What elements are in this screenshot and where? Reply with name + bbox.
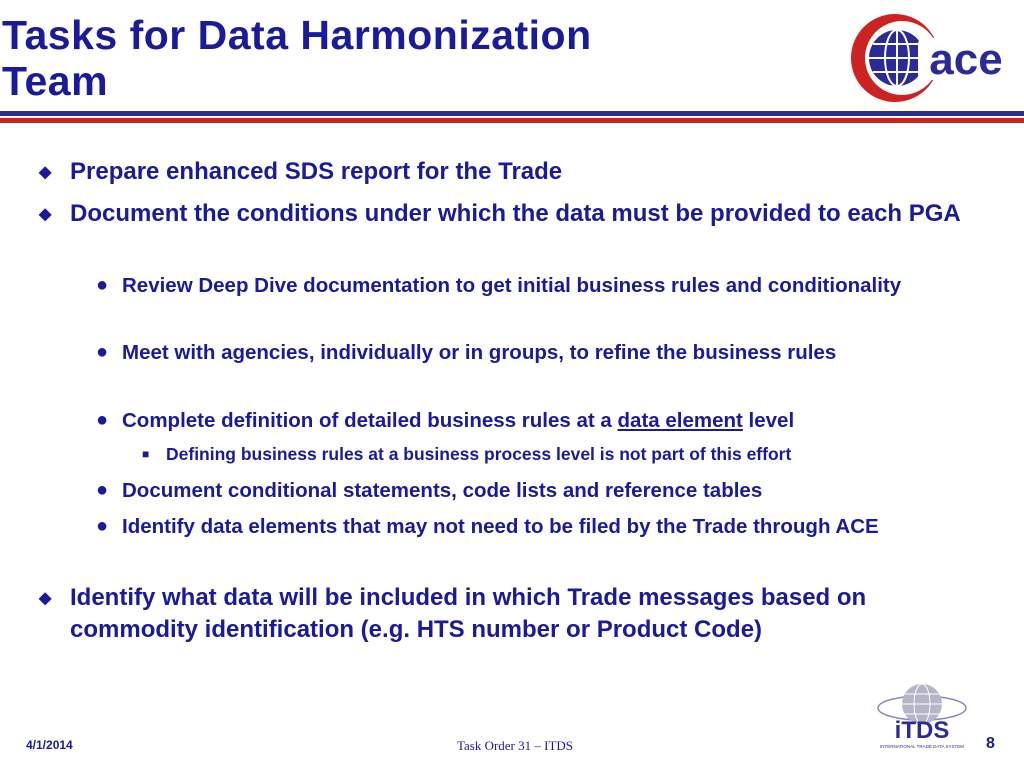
dot-bullet-icon: ● xyxy=(96,479,109,501)
sub-bullet-2-5 xyxy=(96,511,972,542)
slide-title-line1: Tasks for Data Harmonization xyxy=(2,12,592,58)
itds-logo-text: iTDS xyxy=(894,717,950,744)
sub-bullet-2-2 xyxy=(96,337,972,368)
bullet-text: Review Deep Dive documentation to get initial business rules and conditionality xyxy=(122,274,902,297)
dot-bullet-icon: ● xyxy=(96,409,109,431)
bullet-text-post: level xyxy=(742,409,795,432)
bullet-text: Document conditional statements, code lists and reference tables xyxy=(122,479,763,502)
header-rule-blue xyxy=(0,111,1024,116)
bullet-text: Identify what data will be included in which Trade messages based on commodity identification (e.g. HTS number or Product Code) xyxy=(70,584,867,643)
sub-bullet-2-3 xyxy=(96,405,972,436)
bullet-text: Prepare enhanced SDS report for the Trade xyxy=(70,158,563,185)
diamond-bullet-icon: ◆ xyxy=(39,164,52,181)
bullet-text: Defining business rules at a business process level is not part of this effort xyxy=(166,444,792,464)
sub-bullet-2-1 xyxy=(96,270,972,301)
footer-center-text: Task Order 31 – ITDS xyxy=(456,738,574,753)
sub-bullet-2-4 xyxy=(96,475,972,506)
slide-title-line2: Team xyxy=(2,58,109,104)
dot-bullet-icon: ● xyxy=(96,274,109,296)
bullet-text: Meet with agencies, individually or in groups, to refine the business rules xyxy=(122,341,837,364)
dot-bullet-icon: ● xyxy=(96,341,109,363)
itds-logo-subtext: INTERNATIONAL TRADE DATA SYSTEM xyxy=(879,744,965,749)
square-bullet-icon: ■ xyxy=(142,447,150,461)
bullet-2 xyxy=(39,198,1000,230)
data-element-term: data element xyxy=(617,409,743,432)
ace-logo-text: ace xyxy=(929,35,1003,84)
sub-sub-bullet-2-3-1 xyxy=(142,442,996,466)
page-number: 8 xyxy=(986,735,995,752)
itds-logo xyxy=(872,682,972,752)
bullet-3 xyxy=(39,582,1000,646)
ace-logo xyxy=(848,10,1018,106)
header-rule-red xyxy=(0,118,1024,123)
slide-title xyxy=(2,12,822,104)
diamond-bullet-icon: ◆ xyxy=(39,590,52,607)
footer-date: 4/1/2014 xyxy=(26,738,73,752)
dot-bullet-icon: ● xyxy=(96,515,109,537)
bullet-text-pre: Complete definition of detailed business rules at a xyxy=(122,409,618,432)
bullet-text: Document the conditions under which the data must be provided to each PGA xyxy=(70,200,961,227)
diamond-bullet-icon: ◆ xyxy=(39,206,52,223)
bullet-text: Identify data elements that may not need to be filed by the Trade through ACE xyxy=(122,515,879,538)
bullet-1 xyxy=(39,156,1000,188)
